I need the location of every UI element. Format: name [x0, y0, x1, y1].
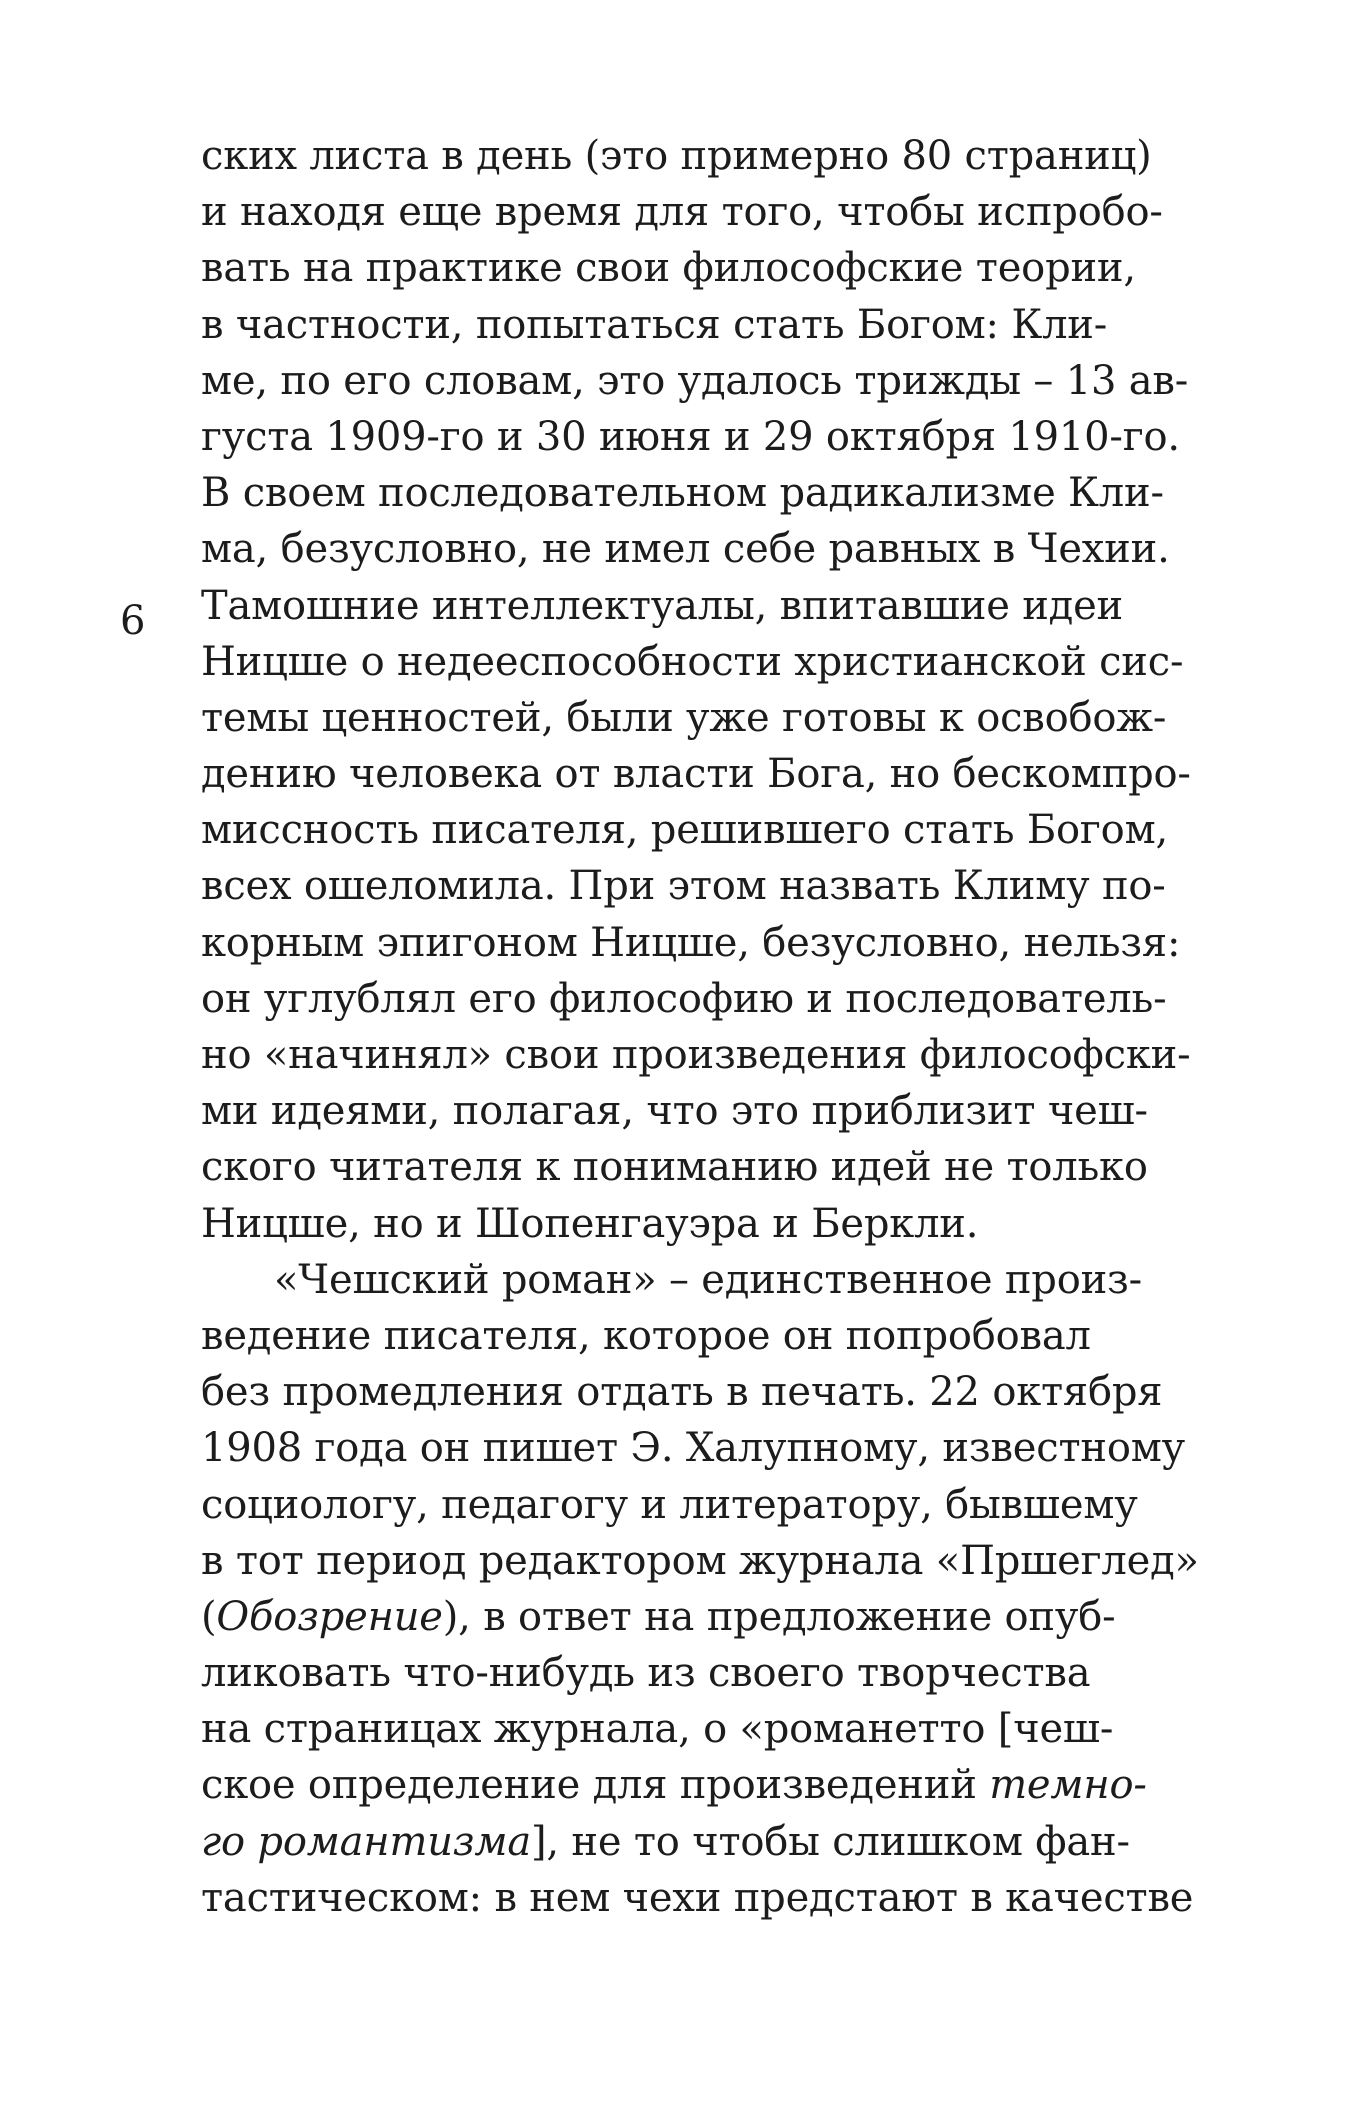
- text-line: ведение писателя, которое он попробовал: [201, 1312, 1091, 1359]
- text-line: Ницше о недееспособности христианской сис-: [201, 638, 1184, 685]
- text-line: тастическом: в нем чехи предстают в качестве: [201, 1874, 1194, 1921]
- text-line: ме, по его словам, это удалось трижды – 13 ав-: [201, 357, 1189, 404]
- text-line: ликовать что-нибудь из своего творчества: [201, 1650, 1091, 1697]
- text-line: дению человека от власти Бога, но бескомпро-: [201, 751, 1191, 798]
- text-line: В своем последовательном радикализме Кли-: [201, 470, 1164, 517]
- text-line: но «начинял» свои произведения философски-: [201, 1032, 1191, 1078]
- text-line: в частности, попытаться стать Богом: Кли-: [201, 301, 1108, 348]
- text-fragment: ], не то чтобы слишком фан-: [530, 1818, 1130, 1865]
- text-line: всех ошеломила. При этом назвать Климу по-: [201, 863, 1166, 910]
- text-line: ма, безусловно, не имел себе равных в Чехии.: [201, 526, 1170, 573]
- margin-line-number: 6: [120, 598, 146, 644]
- text-fragment: ское определение для произведений: [201, 1762, 990, 1809]
- text-line: [201, 1814, 1181, 1870]
- text-line: [201, 1589, 1181, 1645]
- text-line: социологу, педагогу и литератору, бывшему: [201, 1481, 1138, 1528]
- text-line: густа 1909-го и 30 июня и 29 октября 1910-го.: [201, 413, 1180, 460]
- text-line: Ницше, но и Шопенгауэра и Беркли.: [201, 1200, 979, 1247]
- text-line: Тамошние интеллектуалы, впитавшие идеи: [201, 582, 1124, 629]
- text-line: 1908 года он пишет Э. Халупному, известному: [201, 1425, 1185, 1472]
- italic-title: Обозрение: [216, 1593, 443, 1640]
- body-text: [201, 128, 1199, 1926]
- italic-term: темно-: [989, 1762, 1147, 1809]
- text-line: и находя еще время для того, чтобы испробо-: [201, 189, 1163, 236]
- text-fragment: ), в ответ на предложение опуб-: [442, 1593, 1116, 1640]
- text-line: миссность писателя, решившего стать Богом,: [201, 807, 1168, 854]
- text-line: [201, 1757, 1181, 1813]
- text-line: ского читателя к пониманию идей не только: [201, 1144, 1148, 1191]
- text-line: вать на практике свои философские теории,: [201, 245, 1136, 292]
- text-line: темы ценностей, были уже готовы к освобож-: [201, 694, 1167, 741]
- text-line: ми идеями, полагая, что это приблизит чеш-: [201, 1088, 1148, 1135]
- text-line: в тот период редактором журнала «Пршеглед»: [201, 1537, 1199, 1584]
- text-line: без промедления отдать в печать. 22 октября: [201, 1369, 1163, 1416]
- text-fragment: (: [201, 1593, 217, 1640]
- text-line: ских листа в день (это примерно 80 страниц): [201, 133, 1152, 179]
- italic-term: го романтизма: [201, 1818, 531, 1865]
- text-line: на страницах журнала, о «романетто [чеш-: [201, 1706, 1114, 1753]
- paragraph-start-line: «Чешский роман» – единственное произ-: [274, 1256, 1142, 1303]
- text-line: он углублял его философию и последователь-: [201, 975, 1167, 1022]
- text-line: корным эпигоном Ницше, безусловно, нельзя:: [201, 919, 1181, 966]
